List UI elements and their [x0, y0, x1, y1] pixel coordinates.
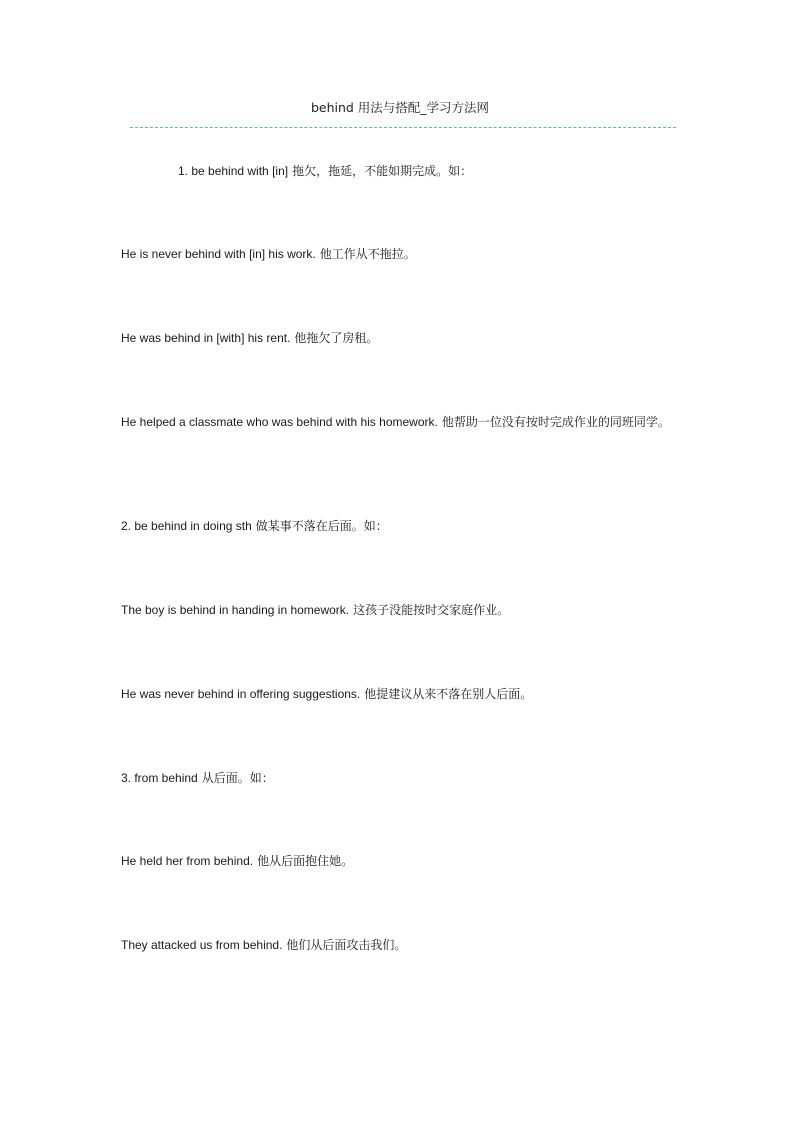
paragraph-5-chinese: 做某事不落在后面。如： [255, 519, 388, 533]
paragraph-6 [121, 600, 683, 620]
paragraph-8-english: 3. from behind [121, 771, 198, 785]
paragraph-7 [121, 684, 683, 704]
paragraph-10-chinese: 他们从后面攻击我们。 [286, 938, 407, 952]
paragraph-7-chinese: 他提建议从来不落在别人后面。 [364, 687, 533, 701]
paragraph-1 [178, 161, 683, 181]
paragraph-9-english: He held her from behind. [121, 854, 254, 868]
paragraph-2 [121, 244, 683, 264]
paragraph-1-chinese: 拖欠，拖延，不能如期完成。如： [292, 164, 473, 178]
page-title: behind 用法与搭配_学习方法网 [310, 100, 490, 115]
paragraph-6-english: The boy is behind in handing in homework. [121, 603, 350, 617]
paragraph-3 [121, 328, 683, 348]
title-divider [130, 127, 676, 128]
paragraph-6-chinese: 这孩子没能按时交家庭作业。 [353, 603, 510, 617]
paragraph-3-english: He was behind in [with] his rent. [121, 331, 291, 345]
paragraph-5-english: 2. be behind in doing sth [121, 519, 252, 533]
paragraph-4 [121, 412, 683, 432]
paragraph-9 [121, 851, 683, 871]
paragraph-1-english: 1. be behind with [in] [178, 164, 289, 178]
paragraph-2-chinese: 他工作从不拖拉。 [319, 247, 416, 261]
paragraph-5 [121, 516, 683, 536]
paragraph-8 [121, 768, 683, 788]
paragraph-7-english: He was never behind in offering suggestions. [121, 687, 361, 701]
paragraph-10-english: They attacked us from behind. [121, 938, 283, 952]
paragraph-8-chinese: 从后面。如： [201, 771, 274, 785]
paragraph-10 [121, 935, 683, 955]
paragraph-2-english: He is never behind with [in] his work. [121, 247, 316, 261]
paragraph-3-chinese: 他拖欠了房租。 [294, 331, 379, 345]
paragraph-9-chinese: 他从后面抱住她。 [257, 854, 354, 868]
paragraph-4-chinese: 他帮助一位没有按时完成作业的同班同学。 [441, 415, 670, 429]
paragraph-4-english: He helped a classmate who was behind with his homework. [121, 415, 438, 429]
